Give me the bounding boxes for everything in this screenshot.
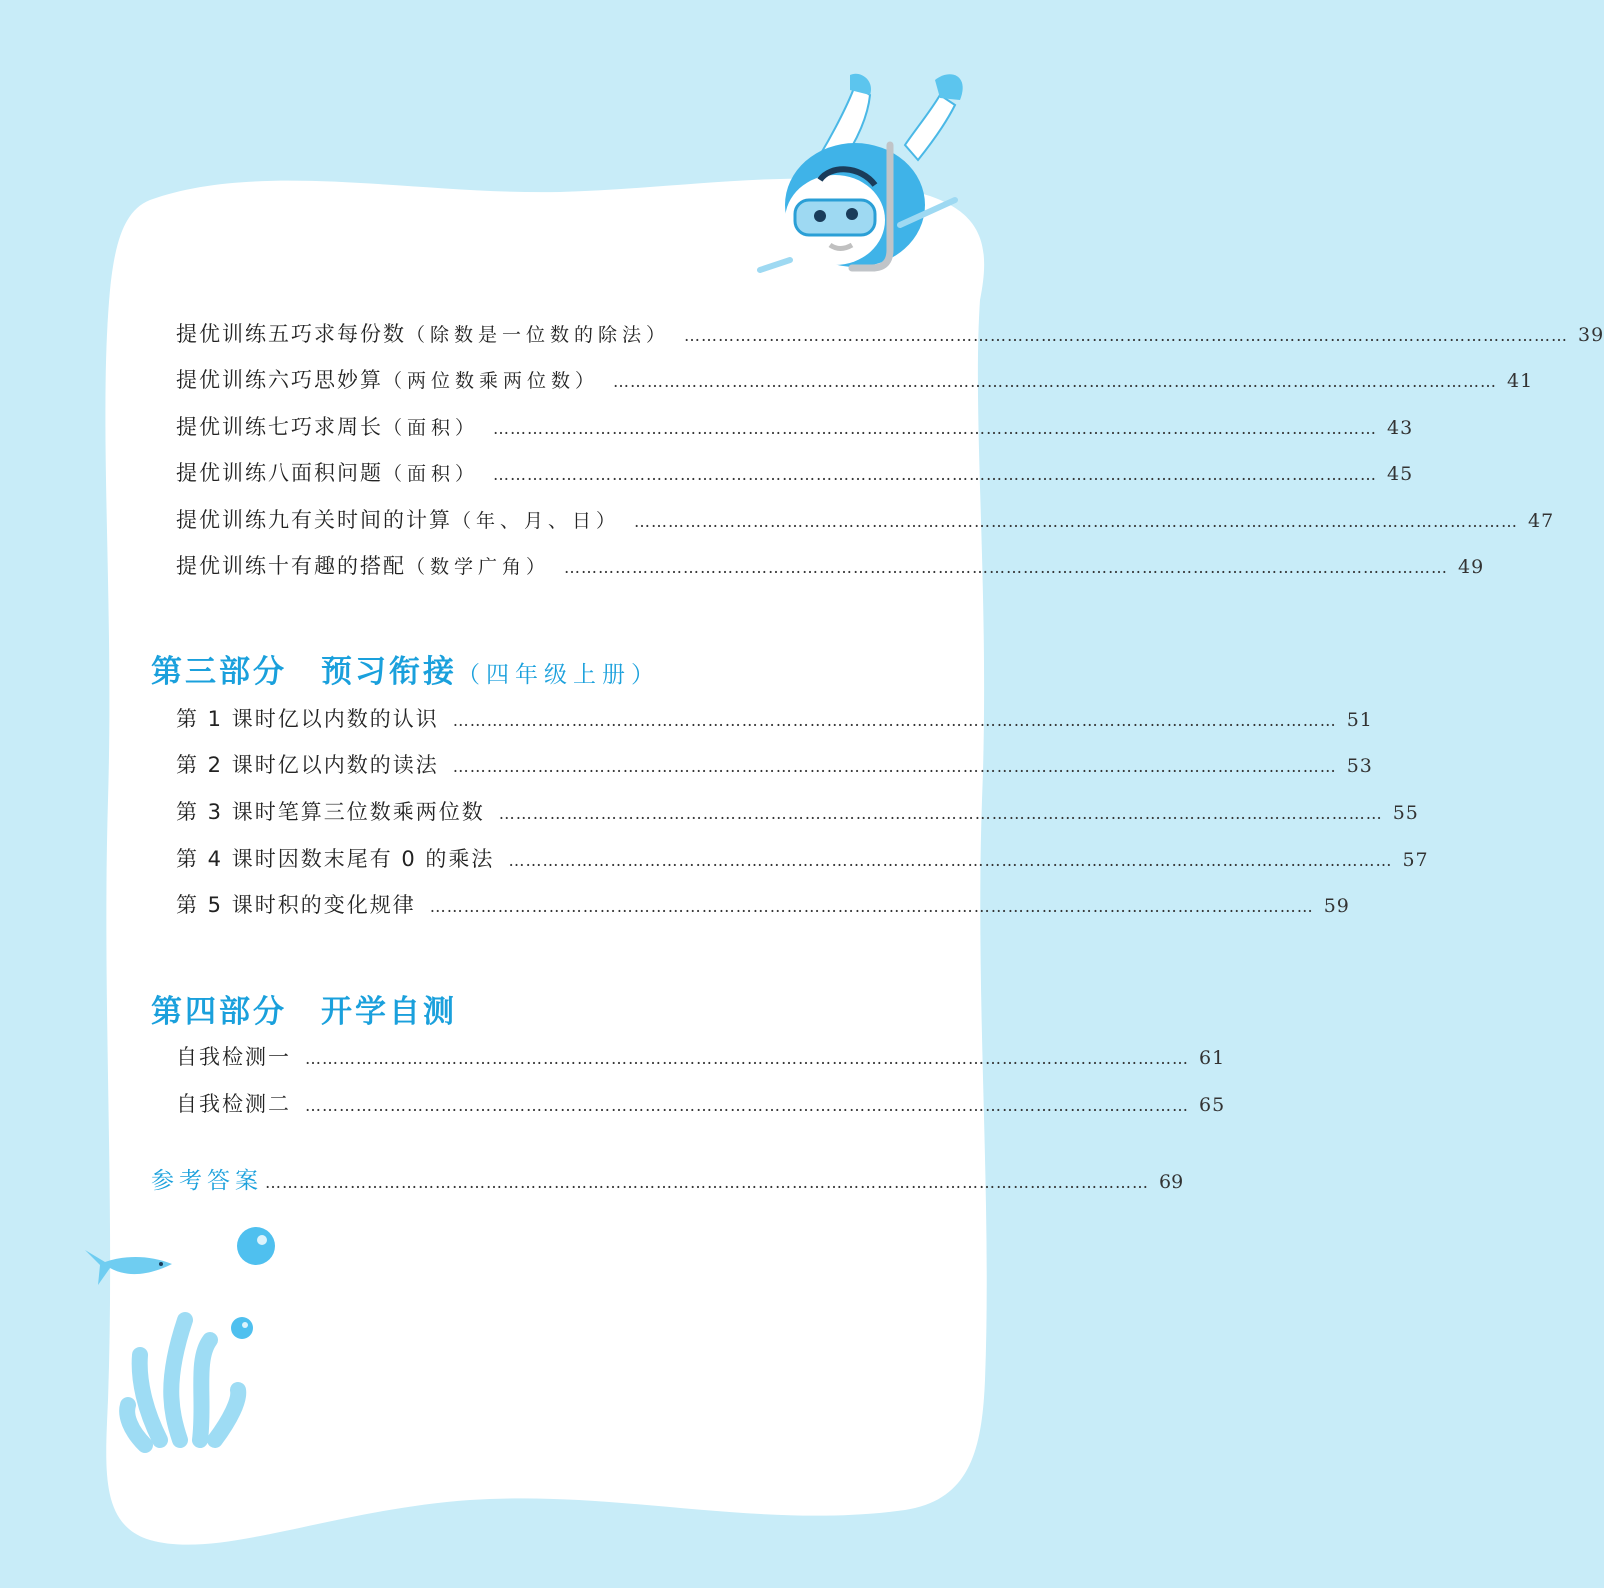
toc-entry[interactable] <box>176 413 1414 443</box>
toc-entry-title: 面积问题 <box>291 461 383 485</box>
page-number: 59 <box>1323 895 1350 917</box>
leader-dots: ………………………………………………………………………………………………………………………………………… <box>305 1049 1189 1068</box>
section-subtitle: （四年级上册） <box>457 662 660 688</box>
page-number: 57 <box>1402 849 1429 871</box>
toc-entry[interactable] <box>176 320 1604 350</box>
toc-entry-label: 第 4 课时 <box>176 847 278 871</box>
toc-entry[interactable] <box>176 1043 1226 1073</box>
leader-dots: ………………………………………………………………………………………………………………………………………… <box>452 711 1337 730</box>
leader-dots: ………………………………………………………………………………………………………………………………………… <box>564 558 1449 577</box>
section-title: 预习衔接 <box>321 654 457 690</box>
page-number: 43 <box>1387 417 1414 439</box>
toc-entry[interactable] <box>176 845 1429 875</box>
toc-entry[interactable] <box>176 891 1350 921</box>
page-number: 69 <box>1159 1171 1184 1193</box>
leader-dots: ………………………………………………………………………………………………………………………………………… <box>452 757 1337 776</box>
toc-entry-title: 笔算三位数乘两位数 <box>277 800 485 824</box>
section-heading-part3 <box>151 646 660 691</box>
toc-entry-answers[interactable] <box>151 1162 1184 1195</box>
leader-dots: ………………………………………………………………………………………………………………………………………… <box>613 372 1498 391</box>
toc-entry-label: 自我检测一 <box>176 1045 291 1069</box>
toc-entry-title: 巧思妙算 <box>291 368 383 392</box>
toc-entry[interactable] <box>176 798 1419 828</box>
page-number: 61 <box>1199 1047 1226 1069</box>
leader-dots: ………………………………………………………………………………………………………………………………………… <box>634 512 1519 531</box>
answers-label: 参考答案 <box>151 1168 263 1194</box>
toc-entry-label: 第 3 课时 <box>176 800 278 824</box>
toc-entry-label: 提优训练五 <box>176 322 291 346</box>
leader-dots: ………………………………………………………………………………………………………………………………………… <box>684 326 1569 345</box>
toc-entry-title: 有趣的搭配 <box>291 554 406 578</box>
toc-entry-label: 提优训练十 <box>176 554 291 578</box>
toc-entry[interactable] <box>176 366 1534 396</box>
toc-entry-label: 第 5 课时 <box>176 893 278 917</box>
toc-entry[interactable] <box>176 751 1373 781</box>
leader-dots: ………………………………………………………………………………………………………………………………………… <box>498 804 1383 823</box>
toc-entry-title: 亿以内数的读法 <box>277 753 439 777</box>
toc-entry-note: （面积） <box>383 417 480 439</box>
leader-dots: ………………………………………………………………………………………………………………………………………… <box>265 1173 1149 1192</box>
toc-entry-title: 因数末尾有 0 的乘法 <box>277 847 495 871</box>
section-title: 开学自测 <box>321 994 457 1030</box>
page-number: 41 <box>1507 370 1534 392</box>
toc-entry[interactable] <box>176 705 1373 735</box>
leader-dots: ………………………………………………………………………………………………………………………………………… <box>429 897 1314 916</box>
page-number: 53 <box>1346 755 1373 777</box>
toc-entry-label: 提优训练六 <box>176 368 291 392</box>
toc-entry-label: 自我检测二 <box>176 1092 291 1116</box>
toc-entry-label: 第 2 课时 <box>176 753 278 777</box>
toc-entry[interactable] <box>176 459 1414 489</box>
leader-dots: ………………………………………………………………………………………………………………………………………… <box>493 465 1378 484</box>
toc-entry-title: 巧求每份数 <box>291 322 406 346</box>
page-number: 45 <box>1387 463 1414 485</box>
toc-entry[interactable] <box>176 1090 1226 1120</box>
toc-entry-title: 积的变化规律 <box>277 893 416 917</box>
leader-dots: ………………………………………………………………………………………………………………………………………… <box>508 851 1393 870</box>
toc-entry-label: 第 1 课时 <box>176 707 278 731</box>
leader-dots: ………………………………………………………………………………………………………………………………………… <box>493 419 1378 438</box>
page-number: 39 <box>1578 324 1604 346</box>
toc-entry-title: 巧求周长 <box>291 415 383 439</box>
toc-entry-label: 提优训练八 <box>176 461 291 485</box>
toc-entry-title: 亿以内数的认识 <box>277 707 439 731</box>
toc-entry-label: 提优训练七 <box>176 415 291 439</box>
toc-entry-note: （面积） <box>383 463 480 485</box>
page-number: 55 <box>1392 802 1419 824</box>
page-number: 49 <box>1458 556 1485 578</box>
toc-entry[interactable] <box>176 506 1555 536</box>
section-number: 第四部分 <box>151 994 287 1030</box>
page-number: 51 <box>1346 709 1373 731</box>
toc-entry-note: （数学广角） <box>406 556 551 578</box>
section-number: 第三部分 <box>151 654 287 690</box>
toc-entry-title: 有关时间的计算 <box>291 508 452 532</box>
toc-entry-label: 提优训练九 <box>176 508 291 532</box>
section-heading-part4 <box>151 986 457 1031</box>
leader-dots: ………………………………………………………………………………………………………………………………………… <box>305 1096 1189 1115</box>
toc-entry-note: （除数是一位数的除法） <box>406 324 671 346</box>
toc-entry[interactable] <box>176 552 1485 582</box>
toc-entry-note: （两位数乘两位数） <box>383 370 600 392</box>
page-number: 47 <box>1528 510 1555 532</box>
toc-entry-note: （年、月、日） <box>452 510 621 532</box>
page-number: 65 <box>1199 1094 1226 1116</box>
